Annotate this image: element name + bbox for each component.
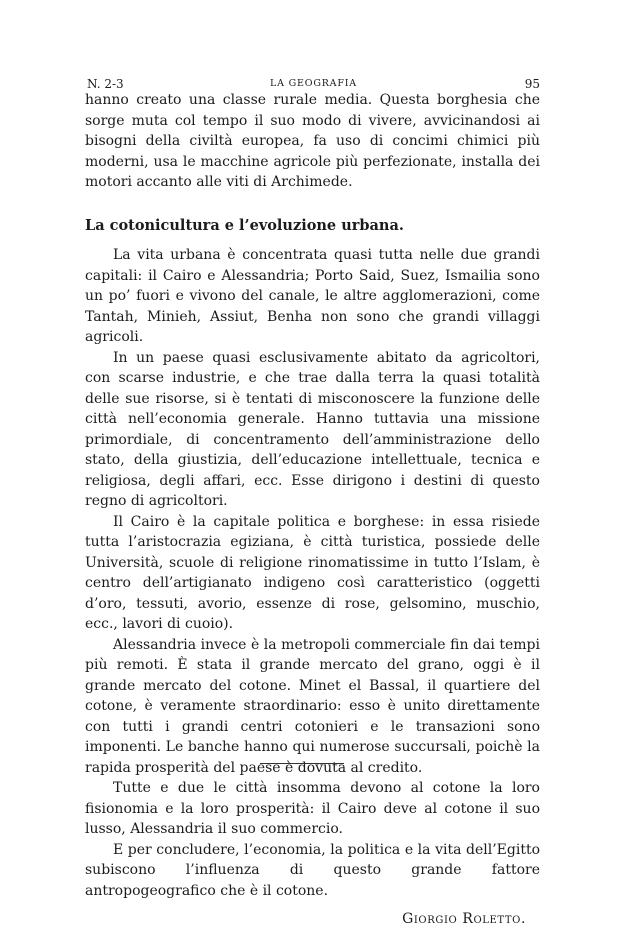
opening-paragraph: hanno creato una classe rurale media. Questa borghesia che sorge muta col tempo il suo modo di vivere, avvicinandosi ai bisogni della civiltà europea, fa uso di concimi chimici più moderni, usa le macchine agricole più perfezionate, installa dei motori accanto alle viti di Archimede. [85,92,540,190]
paragraph: In un paese quasi esclusivamente abitato da agricoltori, con scarse industrie, e che trae dalla terra la quasi totalità delle sue risorse, si è tentati di misconoscere la funzione delle città nell’economia generale. Hanno tuttavia una missione primordiale, di concentramento dell’amministrazione dello stato, della giustizia, dell’educazione intellettuale, tecnica e religiosa, degli affari, ecc. Esse dirigono i destini di questo regno di agricoltori. [85,349,540,509]
paragraph: Alessandria invece è la metropoli commerciale fin dai tempi più remoti. È stata il grande mercato del grano, oggi è il grande mercato del cotone. Minet el Bassal, il quartiere del cotone, è veramente straordinario: esso è unito direttamente con tutti i grandi centri cotonieri e le transazioni sono imponenti. Le banche hanno qui numerose succursali, poichè la rapida prosperità del paese è dovuta al credito. [85,636,540,776]
page-number: 95 [524,77,540,91]
paragraph: E per concludere, l’economia, la politica e la vita dell’Egitto subiscono l’influenza di questo grande fattore antropogeografico che è il cotone. [85,841,540,899]
end-rule [260,763,344,764]
paragraph: Il Cairo è la capitale politica e borghese: in essa risiede tutta l’aristocrazia egiziana, è città turistica, possiede delle Università, scuole di religione rinomatissime in tutto l’Islam, è centro dell’artigianato indigeno così caratteristico (oggetti d’oro, tessuti, avorio, essenze di rose, gelsomino, muschio, ecc., lavori di cuoio). [85,513,540,632]
article-body [85,90,540,930]
journal-title: LA GEOGRAFIA [270,78,357,89]
paragraph: Tutte e due le città insomma devono al cotone la loro fisionomia e la loro prosperità: il Cairo deve al cotone il suo lusso, Alessandria il suo commercio. [85,780,540,837]
paragraph: La vita urbana è concentrata quasi tutta nelle due grandi capitali: il Cairo e Alessandria; Porto Said, Suez, Ismailia sono un po’ fuori e vivono del canale, le altre agglomerazioni, come Tantah, Minieh, Assiut, Benha non sono che grandi villaggi agricoli. [85,247,540,345]
section-heading: La cotonicultura e l’evoluzione urbana. [85,216,404,234]
author-signature: Giorgio Roletto. [402,911,526,927]
issue-number: N. 2-3 [87,77,124,91]
